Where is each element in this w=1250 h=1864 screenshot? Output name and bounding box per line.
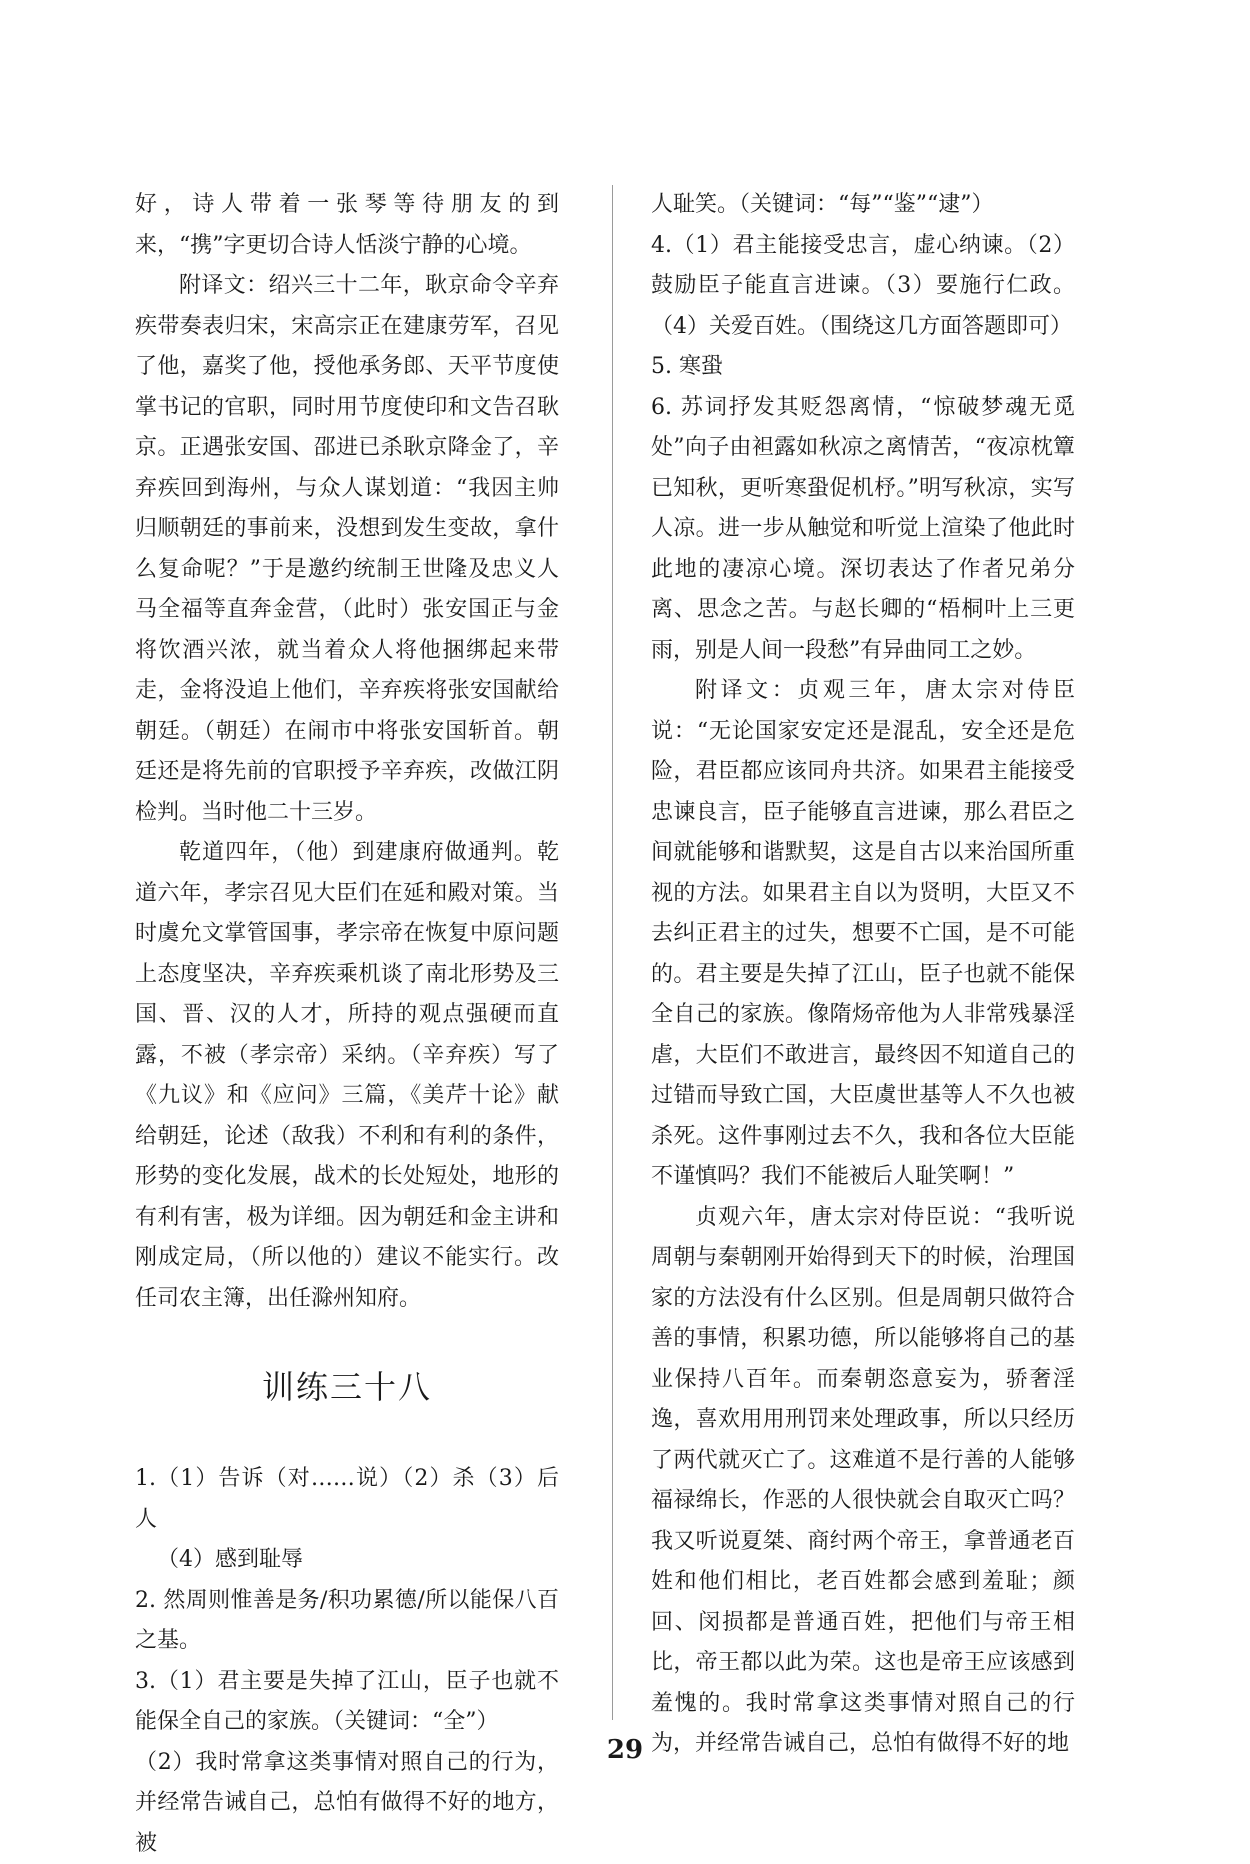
answer-1-continued: （4）感到耻辱 — [135, 1540, 559, 1581]
answer-6: 6. 苏词抒发其贬怨离情，“惊破梦魂无觅处”向子由袒露如秋凉之离情苦，“夜凉枕簟已知秋，更听寒蛩促机杼。”明写秋凉，实写人凉。进一步从触觉和听觉上渲染了他此时此地的凄凉心境。深切表达了作者兄弟分离、思念之苦。与赵长卿的“梧桐叶上三更雨，别是人间一段愁”有异曲同工之妙。 — [651, 388, 1075, 672]
translation-paragraph-2: 乾道四年，（他）到建康府做通判。乾道六年，孝宗召见大臣们在延和殿对策。当时虞允文掌管国事，孝宗帝在恢复中原问题上态度坚决，辛弃疾乘机谈了南北形势及三国、晋、汉的人才，所持的观点强硬而直露，不被（孝宗帝）采纳。（辛弃疾）写了《九议》和《应问》三篇，《美芹十论》献给朝廷，论述（敌我）不利和有利的条件，形势的变化发展，战术的长处短处，地形的有利有害，极为详细。因为朝廷和金主讲和刚成定局，（所以他的）建议不能实行。改任司农主簿，出任滁州知府。 — [135, 833, 559, 1319]
answer-3-part-2: （2）我时常拿这类事情对照自己的行为，并经常告诫自己，总怕有做得不好的地方，被 — [135, 1743, 559, 1864]
answer-3: 3.（1）君主要是失掉了江山，臣子也就不能保全自己的家族。（关键词：“全”） — [135, 1662, 559, 1743]
answer-3-part-2-continued: 人耻笑。（关键词：“每”“鉴”“逮”） — [651, 185, 1075, 226]
translation-paragraph-1: 附译文：绍兴三十二年，耿京命令辛弃疾带奏表归宋，宋高宗正在建康劳军，召见了他，嘉奖了他，授他承务郎、天平节度使掌书记的官职，同时用节度使印和文告召耿京。正遇张安国、邵进已杀耿京降金了，辛弃疾回到海州，与众人谋划道：“我因主帅归顺朝廷的事前来，没想到发生变故，拿什么复命呢？”于是邀约统制王世隆及忠义人马全福等直奔金营，（此时）张安国正与金将饮酒兴浓，就当着众人将他捆绑起来带走，金将没追上他们，辛弃疾将张安国献给朝廷。（朝廷）在闹市中将张安国斩首。朝廷还是将先前的官职授予辛弃疾，改做江阴检判。当时他二十三岁。 — [135, 266, 559, 833]
answer-4: 4.（1）君主能接受忠言，虚心纳谏。（2）鼓励臣子能直言进谏。（3）要施行仁政。（4）关爱百姓。（围绕这几方面答题即可） — [651, 226, 1075, 348]
translation-paragraph-4: 贞观六年，唐太宗对侍臣说：“我听说周朝与秦朝刚开始得到天下的时候，治理国家的方法没有什么区别。但是周朝只做符合善的事情，积累功德，所以能够将自己的基业保持八百年。而秦朝恣意妄为，骄奢淫逸，喜欢用用刑罚来处理政事，所以只经历了两代就灭亡了。这难道不是行善的人能够福禄绵长，作恶的人很快就会自取灭亡吗？我又听说夏桀、商纣两个帝王，拿普通老百姓和他们相比，老百姓都会感到羞耻；颜回、闵损都是普通百姓，把他们与帝王相比，帝王都以此为荣。这也是帝王应该感到羞愧的。我时常拿这类事情对照自己的行为，并经常告诫自己，总怕有做得不好的地 — [651, 1198, 1075, 1765]
answer-1: 1.（1）告诉（对……说）（2）杀（3）后人 — [135, 1459, 559, 1540]
right-column — [651, 185, 1075, 1765]
answer-2: 2. 然周则惟善是务/积功累德/所以能保八百之基。 — [135, 1581, 559, 1662]
translation-paragraph-3: 附译文：贞观三年，唐太宗对侍臣说：“无论国家安定还是混乱，安全还是危险，君臣都应该同舟共济。如果君主能接受忠谏良言，臣子能够直言进谏，那么君臣之间就能够和谐默契，这是自古以来治国所重视的方法。如果君主自以为贤明，大臣又不去纠正君主的过失，想要不亡国，是不可能的。君主要是失掉了江山，臣子也就不能保全自己的家族。像隋炀帝他为人非常残暴淫虐，大臣们不敢进言，最终因不知道自己的过错而导致亡国，大臣虞世基等人不久也被杀死。这件事刚过去不久，我和各位大臣能不谨慎吗？我们不能被后人耻笑啊！” — [651, 671, 1075, 1198]
left-column — [135, 185, 559, 1864]
paragraph-poem-analysis: 好，诗人带着一张琴等待朋友的到来，“携”字更切合诗人恬淡宁静的心境。 — [135, 185, 559, 266]
page-number: 29 — [0, 1735, 1250, 1765]
answer-5: 5. 寒蛩 — [651, 347, 1075, 388]
column-divider — [612, 185, 613, 1720]
section-title: 训练三十八 — [135, 1367, 559, 1407]
